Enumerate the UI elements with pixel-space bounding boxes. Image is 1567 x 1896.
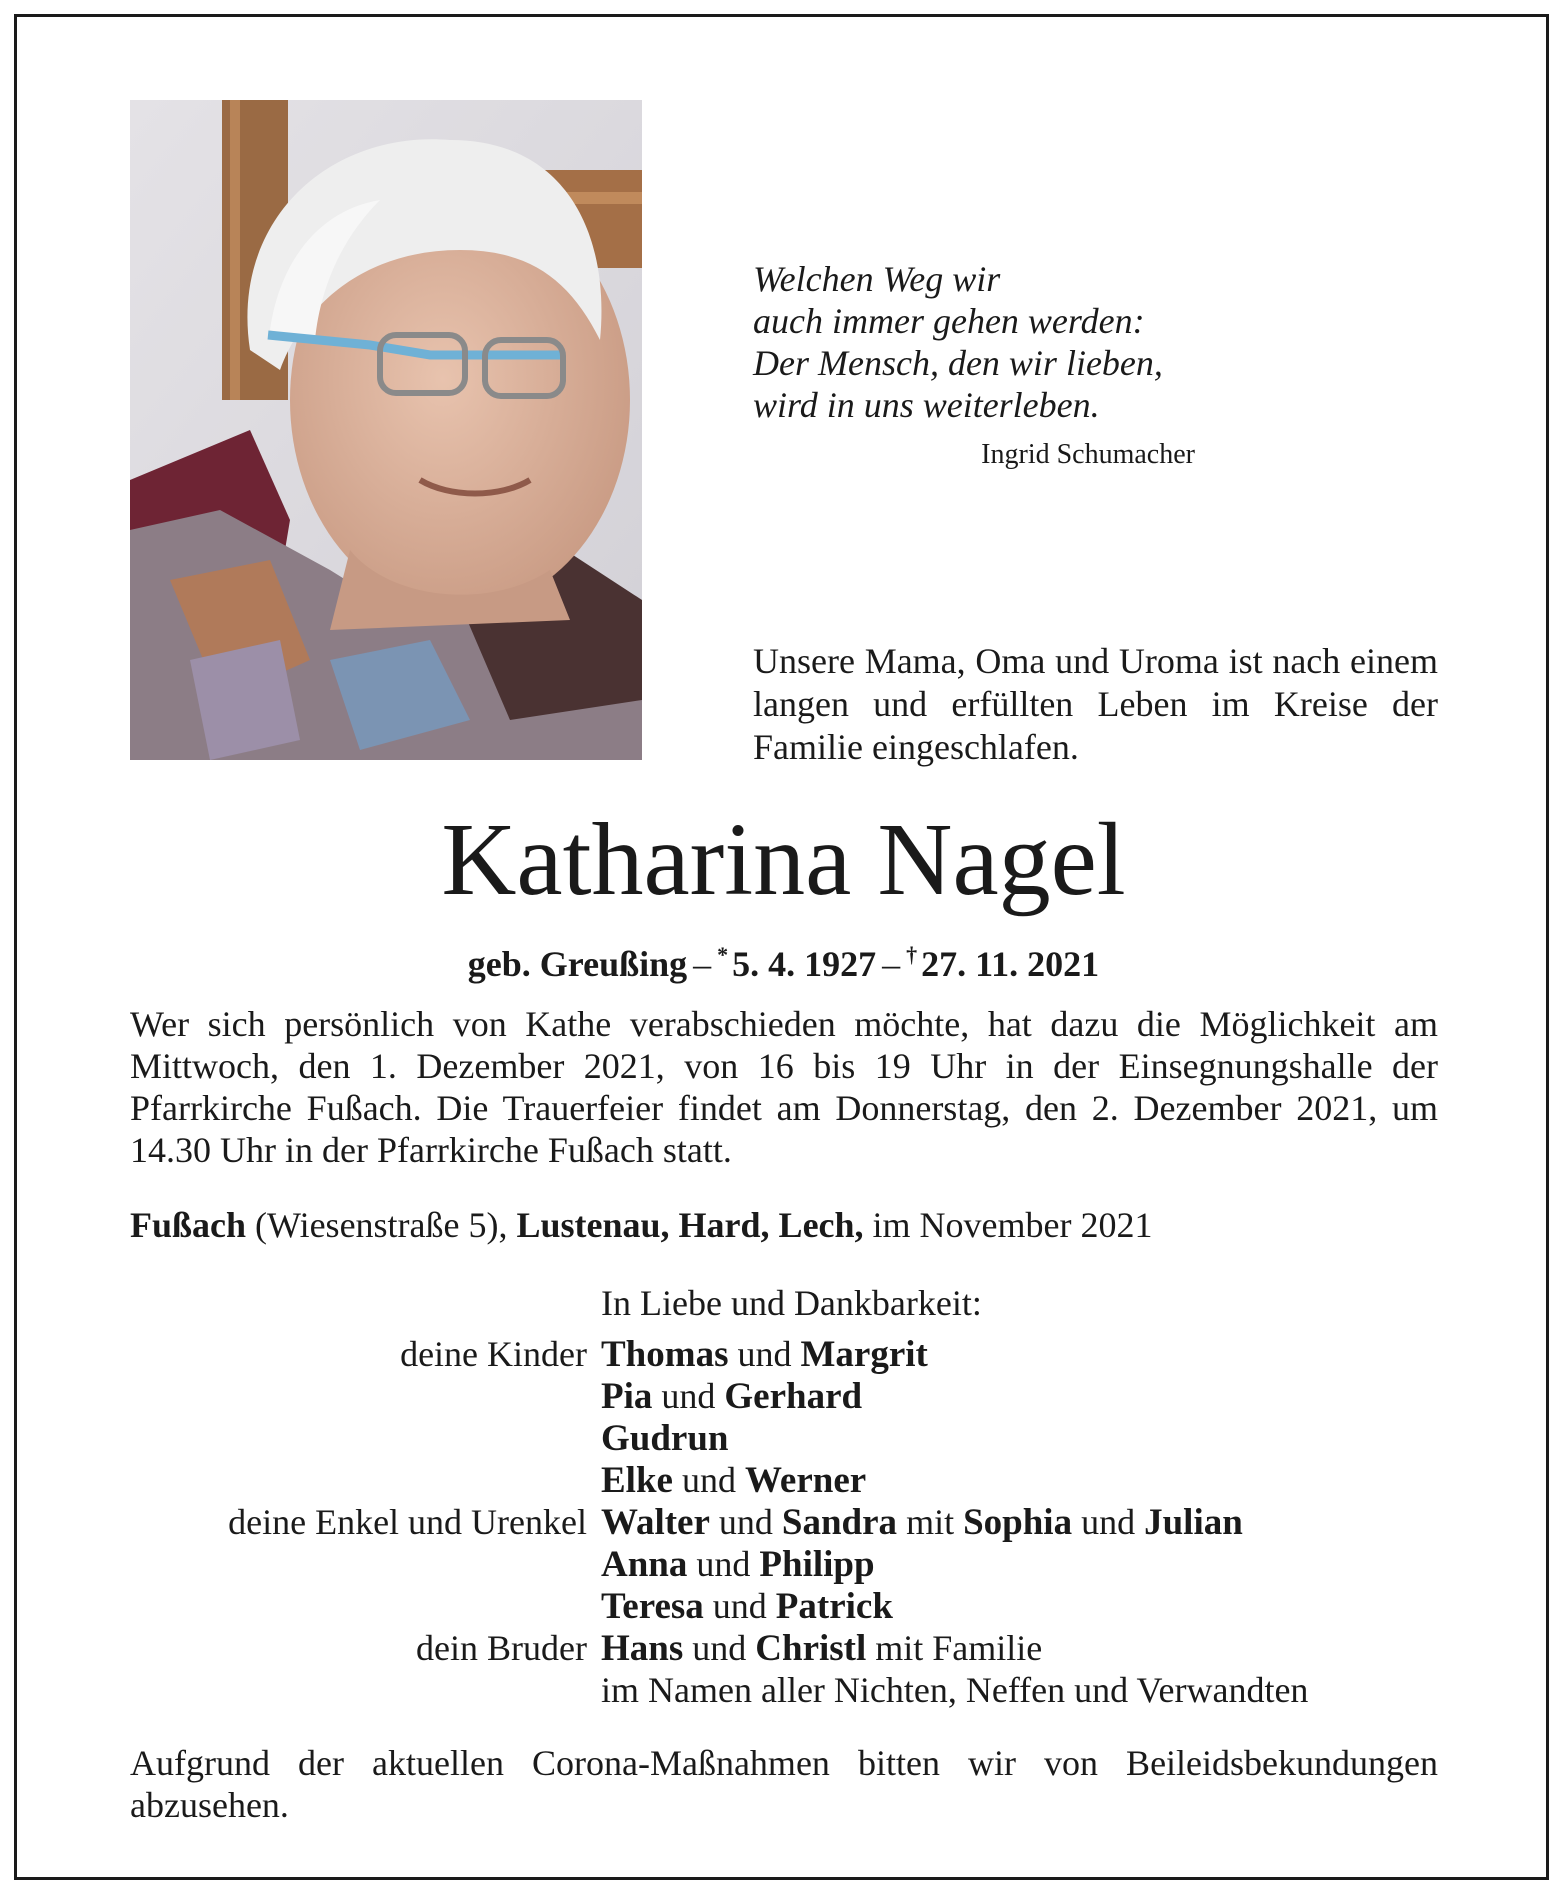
quote [753, 258, 1213, 426]
conjunction: und [1081, 1502, 1136, 1542]
maiden-name: geb. Greußing [467, 944, 688, 984]
family-member: Werner [744, 1460, 867, 1501]
family-member: Sandra [781, 1502, 898, 1543]
family-member: Walter [601, 1502, 710, 1543]
family-member: Gudrun [601, 1418, 729, 1459]
family-member: Thomas [601, 1334, 729, 1375]
conjunction: und [681, 1460, 736, 1500]
family-member: Anna [601, 1544, 688, 1585]
signoff: In Liebe und Dankbarkeit: [601, 1283, 982, 1323]
conjunction: und [712, 1586, 767, 1626]
family-row [0, 1459, 1567, 1501]
family-row [0, 1417, 1567, 1459]
family-member: Julian [1144, 1502, 1243, 1543]
quote-line: auch immer gehen werden: [753, 301, 1145, 341]
label-brother: dein Bruder [416, 1628, 587, 1668]
address: (Wiesenstraße 5), [255, 1205, 508, 1245]
birth-date: 5. 4. 1927 [732, 944, 877, 984]
notice-date: im November 2021 [872, 1205, 1153, 1245]
family-row [0, 1333, 1567, 1375]
family-member: Hans [601, 1628, 684, 1669]
relatives-line: im Namen aller Nichten, Neffen und Verwandten [601, 1670, 1309, 1710]
corona-note: Aufgrund der aktuellen Corona-Maßnahmen bitten wir von Beileidsbekundungen abzusehen. [130, 1743, 1438, 1825]
family-member: Patrick [775, 1586, 893, 1627]
born-symbol: * [717, 942, 729, 967]
family-row [0, 1501, 1567, 1543]
deceased-name: Katharina Nagel [441, 802, 1126, 917]
mit-familie: mit Familie [875, 1628, 1043, 1668]
family-row [0, 1669, 1567, 1711]
separator: – [882, 944, 901, 984]
town: Fußach [130, 1205, 247, 1245]
family-row [0, 1543, 1567, 1585]
quote-line: Der Mensch, den wir lieben, [753, 343, 1163, 383]
conjunction: und [737, 1334, 792, 1374]
other-towns: Lustenau, Hard, Lech, [516, 1205, 864, 1245]
conjunction: und [718, 1502, 773, 1542]
family-member: Sophia [963, 1502, 1073, 1543]
family-member: Philipp [759, 1544, 875, 1585]
death-date: 27. 11. 2021 [921, 944, 1100, 984]
family-list [0, 1333, 1567, 1711]
separator: – [693, 944, 712, 984]
label-children: deine Kinder [400, 1334, 587, 1374]
family-member: Pia [601, 1376, 653, 1417]
family-member: Margrit [800, 1334, 928, 1375]
conjunction: und [661, 1376, 716, 1416]
life-dates [0, 932, 1567, 987]
farewell-announcement: Wer sich persönlich von Kathe verabschieden möchte, hat dazu die Möglichkeit am Mittwoch, den 1. Dezember 2021, von 16 bis 19 Uhr in der Einsegnungshalle der Pfarrkirche Fußach. Die Trauerfeier findet am Donnerstag, den 2. Dezember 2021, um 14.30 Uhr in der Pfarrkirche Fußach statt. [130, 1004, 1438, 1170]
family-row [0, 1627, 1567, 1669]
conjunction: und [692, 1628, 747, 1668]
family-row [0, 1585, 1567, 1627]
quote-line: wird in uns weiterleben. [753, 385, 1100, 425]
quote-author: Ingrid Schumacher [981, 439, 1195, 470]
died-symbol: † [906, 942, 918, 967]
conjunction: mit [906, 1502, 955, 1542]
family-row [0, 1375, 1567, 1417]
portrait-photo [130, 100, 642, 760]
intro-text: Unsere Mama, Oma und Uroma ist nach einem langen und erfüllten Leben im Kreise der Familie eingeschlafen. [753, 641, 1438, 767]
family-member: Teresa [601, 1586, 704, 1627]
family-member: Gerhard [724, 1376, 863, 1417]
family-member: Elke [601, 1460, 673, 1501]
family-member: Christl [755, 1628, 867, 1669]
quote-line: Welchen Weg wir [753, 259, 1001, 299]
places-line [130, 1204, 1438, 1246]
conjunction: und [696, 1544, 751, 1584]
label-grandchildren: deine Enkel und Urenkel [228, 1502, 587, 1542]
